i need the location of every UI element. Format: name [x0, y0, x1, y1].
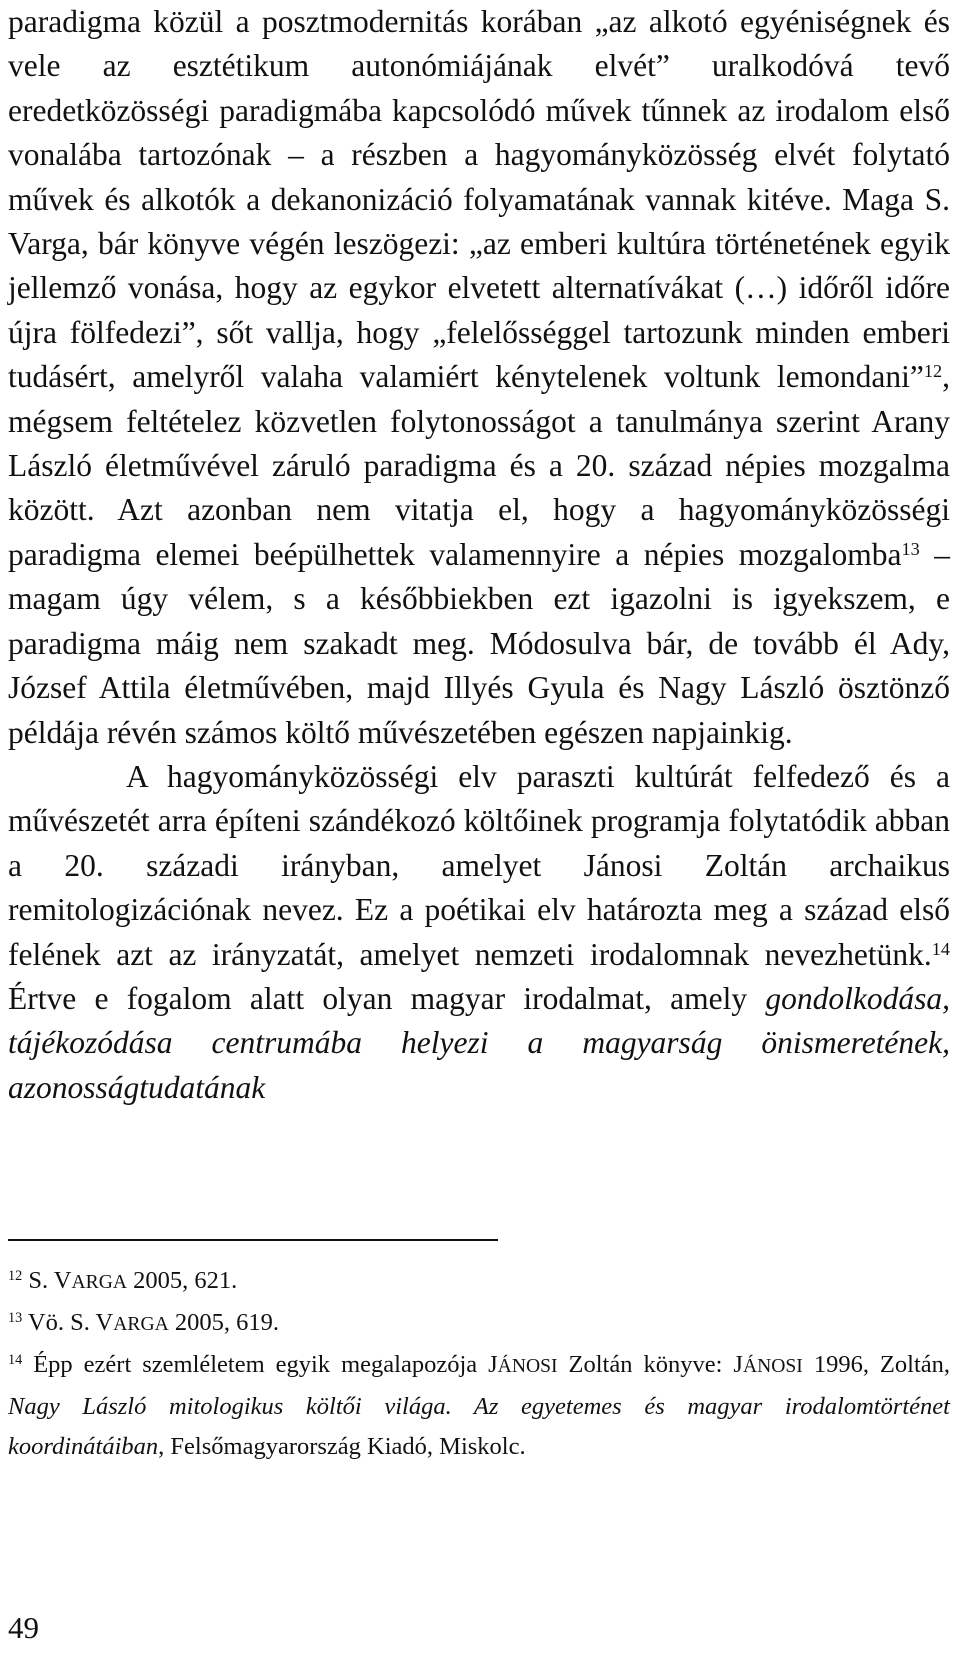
author-initial: V: [95, 1309, 114, 1336]
footnote-text: S.: [28, 1267, 54, 1294]
author-smallcaps: ARGA: [71, 1272, 127, 1293]
footnote-text: Zoltán könyve:: [557, 1351, 734, 1378]
paragraph-2: [8, 755, 950, 1110]
footnote-text: Vö. S.: [27, 1309, 96, 1336]
footnote-ref-14[interactable]: 14: [931, 938, 950, 959]
footnote-number: 13: [8, 1310, 23, 1327]
author-smallcaps: ÁNOSI: [497, 1356, 558, 1377]
paragraph-1: [8, 0, 950, 755]
footnote-text: 2005, 621.: [127, 1267, 238, 1294]
footnote-14: [8, 1345, 950, 1467]
footnote-number: 14: [8, 1352, 23, 1369]
paragraph-1-text-c: – magam úgy vélem, s a későbbiekben ezt igazolni is igyekszem, e paradigma máig nem szakadt meg. Módosulva bár, de tovább él Ady, József Attila életművében, majd Illyés Gyula és Nagy László ösztönző példája révén számos költő művészetében egészen napjainkig.: [8, 536, 950, 750]
footnote-12: [8, 1261, 950, 1303]
book-title: Nagy László mitologikus költői világa. Az egyetemes és magyar irodalomtörténet koordinátáiban: [8, 1393, 950, 1460]
footnote-13: [8, 1303, 950, 1345]
footnote-separator: [8, 1239, 498, 1241]
author-initial: J: [733, 1351, 743, 1378]
footnote-ref-12[interactable]: 12: [923, 361, 943, 382]
author-initial: J: [488, 1351, 498, 1378]
author-smallcaps: ARGA: [113, 1314, 169, 1335]
footnote-ref-13[interactable]: 13: [901, 538, 920, 559]
page-number: 49: [8, 1610, 39, 1645]
author-smallcaps: ÁNOSI: [742, 1356, 803, 1377]
footnote-text: , Felsőmagyarország Kiadó, Miskolc.: [158, 1433, 526, 1460]
main-text: [8, 0, 950, 1110]
footnotes: [8, 1261, 950, 1467]
paragraph-1-text-a: paradigma közül a posztmodernitás korában „az alkotó egyéniségnek és vele az esztétikum autonómiájának elvét” uralkodóvá tevő eredetközösségi paradigmába kapcsolódó művek tűnnek az irodalom első vonalába tartozónak – a részben a hagyományközösség elvét folytató művek és alkotók a dekanonizáció folyamatának vannak kitéve. Maga S. Varga, bár könyve végén leszögezi: „az emberi kultúra történetének egyik jellemző vonása, hogy az egykor elvetett alternatívákat (…) időről időre újra fölfedezi”, sőt vallja, hogy „felelősséggel tartozunk minden emberi tudásért, amelyről valaha valamiért kénytelenek voltunk lemondani”: [8, 4, 950, 395]
footnote-text: 1996, Zoltán,: [802, 1351, 951, 1378]
paragraph-2-italic: gondolkodása, tájékozódása centrumába helyezi a magyarság önismeretének, azonosságtudatának: [8, 980, 950, 1105]
author-initial: V: [53, 1267, 72, 1294]
paragraph-1-text-b: , mégsem feltételez közvetlen folytonosságot a tanulmánya szerint Arany László életművével záruló paradigma és a 20. század népies mozgalma között. Azt azonban nem vitatja el, hogy a hagyományközösségi paradigma elemei beépülhettek valamennyire a népies mozgalomba: [8, 359, 950, 572]
footnote-text: Épp ezért szemléletem egyik megalapozója: [33, 1351, 489, 1378]
footnote-number: 12: [8, 1268, 23, 1285]
footnote-text: 2005, 619.: [168, 1309, 280, 1336]
paragraph-2-text-a: A hagyományközösségi elv paraszti kultúrát felfedező és a művészetét arra építeni szándékozó költőinek programja folytatódik abban a 20. századi irányban, amelyet Jánosi Zoltán archaikus remitologizációnak nevez. Ez a poétikai elv határozta meg a század első felének azt az irányzatát, amelyet nemzeti irodalomnak nevezhetünk.: [8, 758, 950, 972]
paragraph-2-text-b: Értve e fogalom alatt olyan magyar irodalmat, amely: [8, 980, 766, 1016]
